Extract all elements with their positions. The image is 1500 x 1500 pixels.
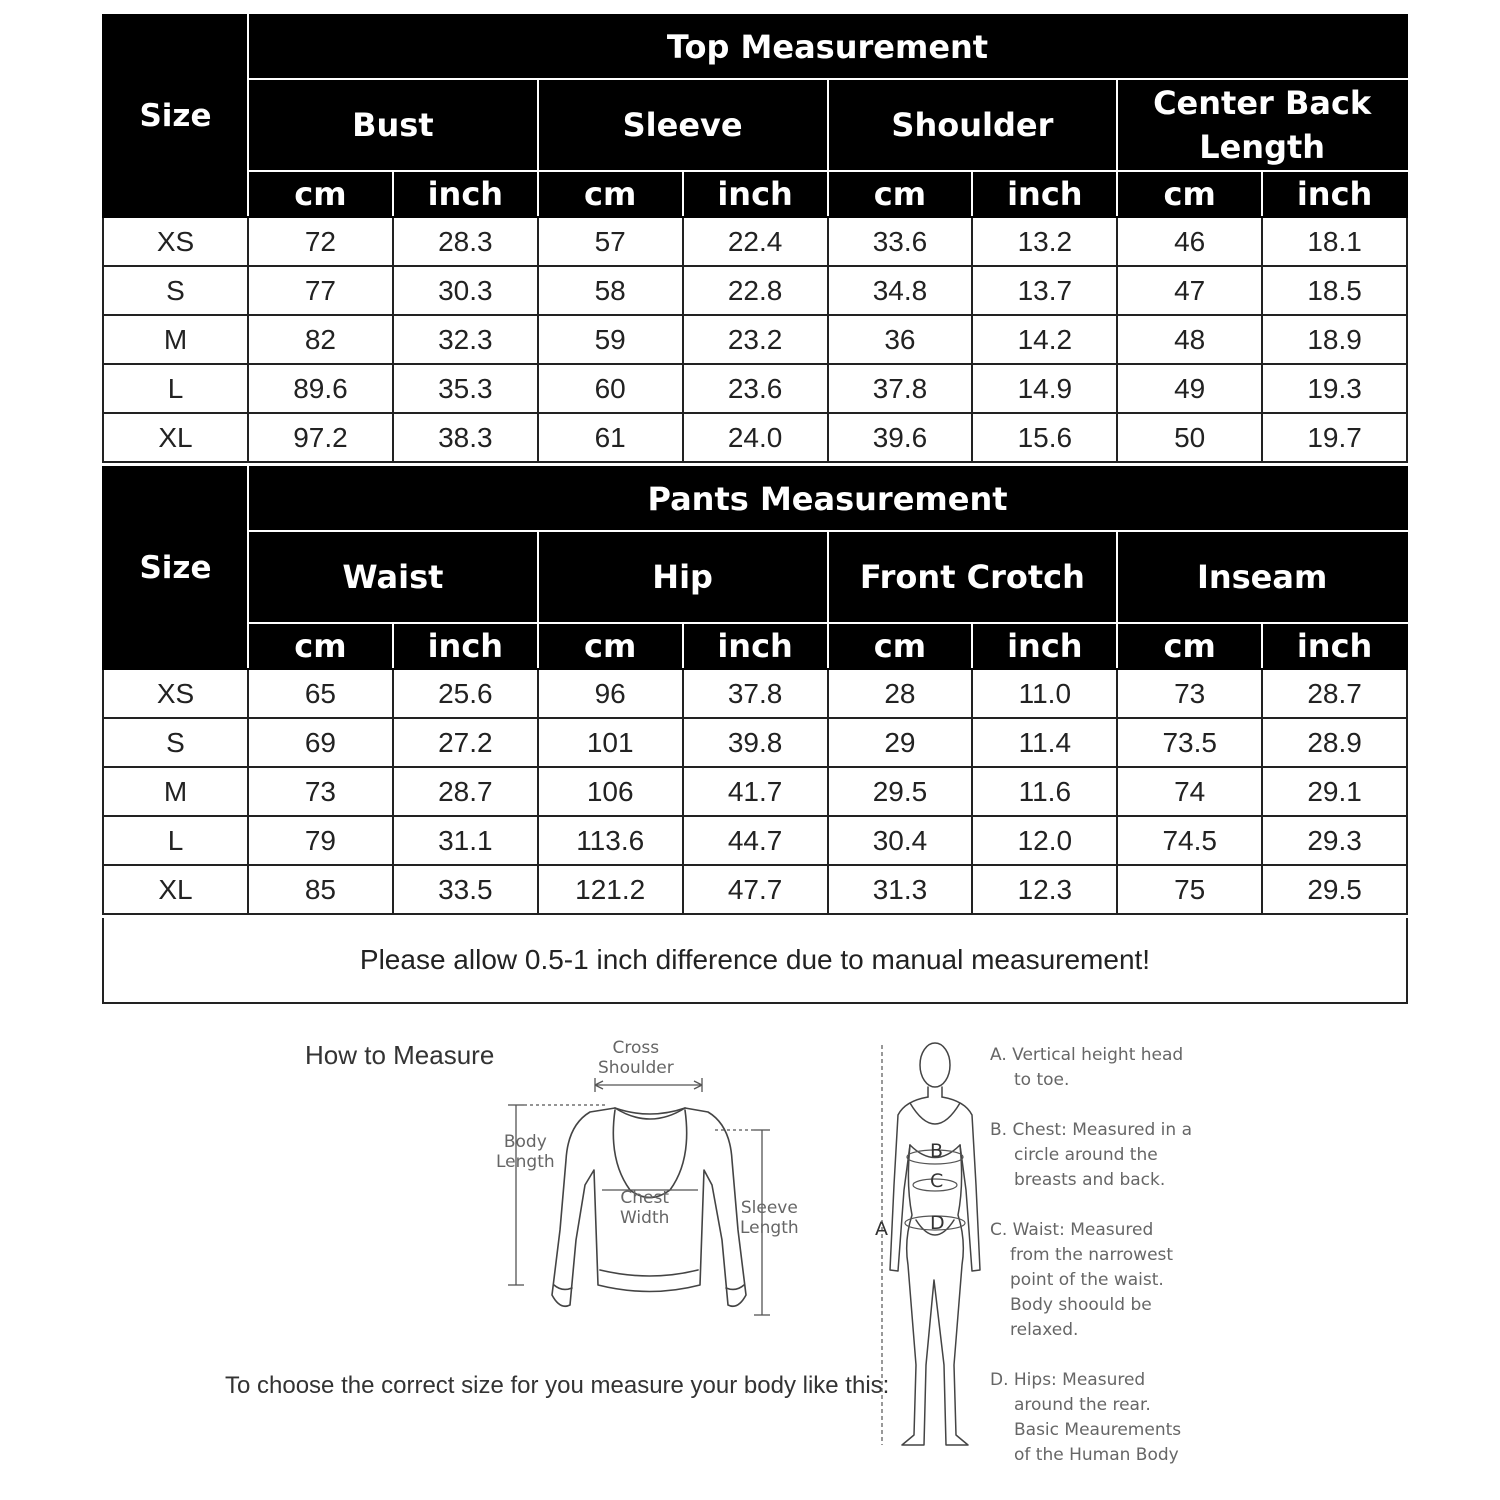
measure-header-bust: Bust (248, 79, 538, 171)
unit-header: inch (683, 623, 828, 669)
table-cell: 11.6 (972, 767, 1117, 816)
size-cell: XS (103, 669, 248, 718)
unit-header: cm (1117, 171, 1262, 217)
table-cell: 37.8 (828, 364, 973, 413)
how-to-measure-title: How to Measure (305, 1040, 495, 1070)
measure-header-hip: Hip (538, 531, 828, 623)
table-cell: 72 (248, 217, 393, 266)
choose-size-instruction: To choose the correct size for you measure your body like this: (225, 1372, 890, 1399)
table-cell: 85 (248, 865, 393, 914)
table-cell: 73 (1117, 669, 1262, 718)
table-cell: 37.8 (683, 669, 828, 718)
table-cell: 31.1 (393, 816, 538, 865)
body-length-label: Body Length (496, 1132, 555, 1172)
table-cell: 28.9 (1262, 718, 1407, 767)
table-cell: 28.3 (393, 217, 538, 266)
table-cell: 96 (538, 669, 683, 718)
table-row (103, 315, 1407, 364)
size-cell: S (103, 266, 248, 315)
table-title: Pants Measurement (248, 467, 1407, 531)
table-cell: 19.3 (1262, 364, 1407, 413)
table-cell: 38.3 (393, 413, 538, 462)
body-letter-a: A (875, 1218, 888, 1240)
table-cell: 15.6 (972, 413, 1117, 462)
table-cell: 73.5 (1117, 718, 1262, 767)
body-letter-d: D (930, 1212, 945, 1234)
unit-header: inch (972, 623, 1117, 669)
table-cell: 39.6 (828, 413, 973, 462)
table-row (103, 413, 1407, 462)
measure-header-shoulder: Shoulder (828, 79, 1118, 171)
table-cell: 30.3 (393, 266, 538, 315)
description-b: B. Chest: Measured in a circle around the breasts and back. (990, 1120, 1192, 1190)
size-cell: XL (103, 865, 248, 914)
table-cell: 46 (1117, 217, 1262, 266)
pants-measurement-table (102, 466, 1408, 915)
table-cell: 47.7 (683, 865, 828, 914)
table-row (103, 669, 1407, 718)
table-row (103, 364, 1407, 413)
size-cell: S (103, 718, 248, 767)
table-cell: 89.6 (248, 364, 393, 413)
table-cell: 47 (1117, 266, 1262, 315)
table-cell: 106 (538, 767, 683, 816)
chest-width-label: Chest Width (620, 1188, 670, 1228)
body-letter-b: B (930, 1140, 944, 1162)
body-letter-c: C (930, 1170, 944, 1192)
table-cell: 69 (248, 718, 393, 767)
description-d: D. Hips: Measured around the rear. Basic Meaurements of the Human Body (990, 1370, 1182, 1465)
table-cell: 65 (248, 669, 393, 718)
unit-header: inch (393, 171, 538, 217)
table-cell: 34.8 (828, 266, 973, 315)
table-cell: 44.7 (683, 816, 828, 865)
table-cell: 29 (828, 718, 973, 767)
size-cell: M (103, 315, 248, 364)
table-cell: 60 (538, 364, 683, 413)
unit-header: cm (538, 623, 683, 669)
size-header: Size (103, 15, 248, 217)
table-cell: 11.4 (972, 718, 1117, 767)
table-cell: 28.7 (1262, 669, 1407, 718)
unit-header: inch (683, 171, 828, 217)
measure-header-inseam: Inseam (1117, 531, 1407, 623)
unit-header: inch (1262, 623, 1407, 669)
table-cell: 58 (538, 266, 683, 315)
table-cell: 82 (248, 315, 393, 364)
table-cell: 33.5 (393, 865, 538, 914)
measure-header-sleeve: Sleeve (538, 79, 828, 171)
table-cell: 79 (248, 816, 393, 865)
table-cell: 121.2 (538, 865, 683, 914)
measurement-note: Please allow 0.5-1 inch difference due to manual measurement! (102, 918, 1408, 1004)
table-row (103, 718, 1407, 767)
table-body (103, 217, 1407, 462)
table-cell: 50 (1117, 413, 1262, 462)
table-cell: 18.9 (1262, 315, 1407, 364)
size-cell: XS (103, 217, 248, 266)
table-cell: 19.7 (1262, 413, 1407, 462)
table-cell: 49 (1117, 364, 1262, 413)
table-cell: 113.6 (538, 816, 683, 865)
table-cell: 14.2 (972, 315, 1117, 364)
unit-header: inch (972, 171, 1117, 217)
table-cell: 18.1 (1262, 217, 1407, 266)
unit-header: cm (1117, 623, 1262, 669)
table-cell: 25.6 (393, 669, 538, 718)
table-row (103, 266, 1407, 315)
table-cell: 39.8 (683, 718, 828, 767)
table-cell: 36 (828, 315, 973, 364)
table-row (103, 865, 1407, 914)
table-cell: 74.5 (1117, 816, 1262, 865)
table-cell: 22.4 (683, 217, 828, 266)
table-cell: 32.3 (393, 315, 538, 364)
table-cell: 29.1 (1262, 767, 1407, 816)
table-cell: 12.3 (972, 865, 1117, 914)
table-cell: 77 (248, 266, 393, 315)
table-row (103, 217, 1407, 266)
table-cell: 29.5 (828, 767, 973, 816)
table-cell: 48 (1117, 315, 1262, 364)
description-a: A. Vertical height head to toe. (990, 1045, 1184, 1090)
unit-header: cm (538, 171, 683, 217)
table-cell: 27.2 (393, 718, 538, 767)
table-cell: 59 (538, 315, 683, 364)
table-cell: 23.6 (683, 364, 828, 413)
table-cell: 35.3 (393, 364, 538, 413)
table-cell: 13.7 (972, 266, 1117, 315)
table-cell: 14.9 (972, 364, 1117, 413)
table-cell: 23.2 (683, 315, 828, 364)
description-c: C. Waist: Measured from the narrowest point of the waist. Body shoould be relaxed. (990, 1220, 1174, 1340)
size-header: Size (103, 467, 248, 669)
unit-header: cm (828, 171, 973, 217)
table-cell: 31.3 (828, 865, 973, 914)
table-cell: 11.0 (972, 669, 1117, 718)
table-cell: 101 (538, 718, 683, 767)
table-row (103, 767, 1407, 816)
table-row (103, 816, 1407, 865)
table-cell: 22.8 (683, 266, 828, 315)
measure-header-waist: Waist (248, 531, 538, 623)
table-cell: 41.7 (683, 767, 828, 816)
unit-header: inch (393, 623, 538, 669)
table-cell: 61 (538, 413, 683, 462)
table-cell: 29.5 (1262, 865, 1407, 914)
unit-header: cm (248, 623, 393, 669)
table-body (103, 669, 1407, 914)
table-cell: 28.7 (393, 767, 538, 816)
sleeve-length-label: Sleeve Length (740, 1198, 799, 1238)
measure-header-center-back-length: Center Back Length (1117, 79, 1407, 171)
table-cell: 33.6 (828, 217, 973, 266)
table-cell: 12.0 (972, 816, 1117, 865)
table-cell: 24.0 (683, 413, 828, 462)
table-cell: 29.3 (1262, 816, 1407, 865)
table-cell: 97.2 (248, 413, 393, 462)
unit-header: cm (828, 623, 973, 669)
table-cell: 28 (828, 669, 973, 718)
table-cell: 57 (538, 217, 683, 266)
body-figure-diagram (880, 1035, 990, 1455)
measure-header-front-crotch: Front Crotch (828, 531, 1118, 623)
size-cell: M (103, 767, 248, 816)
top-measurement-table (102, 14, 1408, 463)
table-cell: 30.4 (828, 816, 973, 865)
table-cell: 73 (248, 767, 393, 816)
table-title: Top Measurement (248, 15, 1407, 79)
unit-header: inch (1262, 171, 1407, 217)
table-cell: 18.5 (1262, 266, 1407, 315)
table-cell: 74 (1117, 767, 1262, 816)
size-cell: L (103, 364, 248, 413)
size-cell: L (103, 816, 248, 865)
size-cell: XL (103, 413, 248, 462)
table-cell: 13.2 (972, 217, 1117, 266)
cross-shoulder-label: Cross Shoulder (598, 1038, 674, 1078)
unit-header: cm (248, 171, 393, 217)
table-cell: 75 (1117, 865, 1262, 914)
